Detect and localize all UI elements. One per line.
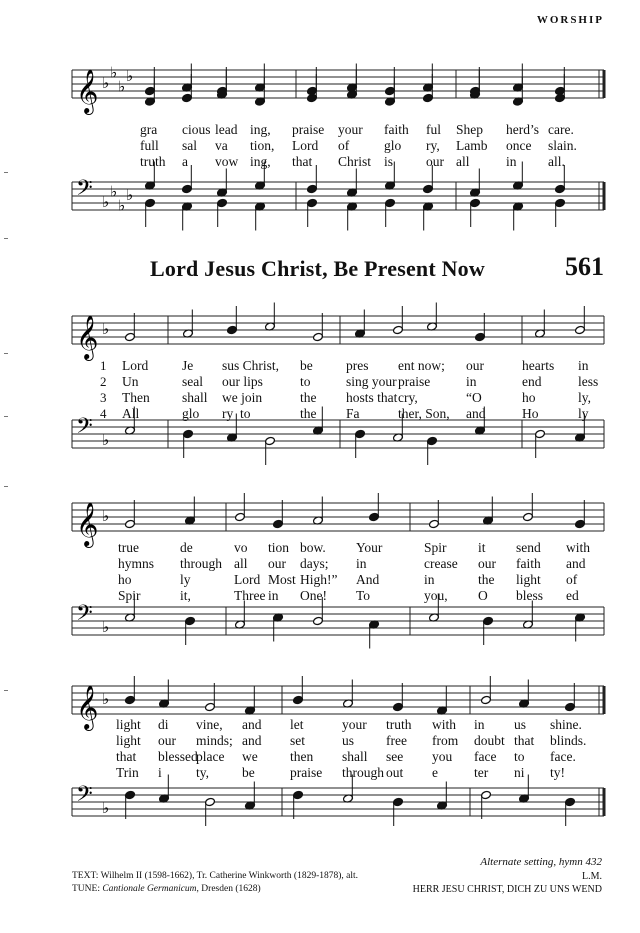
treble-clef-icon: 𝄞 bbox=[76, 685, 99, 729]
lyric-syllable: of bbox=[566, 572, 578, 587]
lyric-syllable: Lord bbox=[234, 572, 261, 587]
lyric-syllable: ther, Son, bbox=[398, 406, 450, 421]
lyric-syllable: be bbox=[300, 358, 313, 373]
lyric-syllable: light bbox=[116, 717, 141, 732]
lyric-syllable: in bbox=[356, 556, 367, 571]
flat-icon: ♭ bbox=[102, 193, 110, 211]
lyric-syllable: tion, bbox=[250, 138, 275, 153]
lyric-syllable: ed bbox=[566, 588, 579, 603]
lyric-syllable: cry, bbox=[398, 390, 418, 405]
lyric-syllable: we bbox=[242, 749, 258, 764]
flat-icon: ♭ bbox=[102, 690, 110, 708]
lyric-syllable: our lips bbox=[222, 374, 263, 389]
margin-mark bbox=[4, 353, 8, 354]
lyric-line bbox=[0, 122, 620, 138]
lyric-line bbox=[0, 717, 620, 733]
lyric-syllable: va bbox=[215, 138, 228, 153]
lyric-syllable: Three bbox=[234, 588, 266, 603]
lyric-syllable: all bbox=[456, 154, 470, 169]
lyric-syllable: slain. bbox=[548, 138, 577, 153]
lyric-syllable: our bbox=[268, 556, 286, 571]
lyric-syllable: full bbox=[140, 138, 159, 153]
lyric-syllable: place bbox=[196, 749, 225, 764]
lyric-syllable: your bbox=[342, 717, 367, 732]
tune-credit-rest: , Dresden (1628) bbox=[196, 884, 261, 894]
lyric-syllable: ful bbox=[426, 122, 441, 137]
lyric-syllable: free bbox=[386, 733, 407, 748]
lyric-syllable: that bbox=[292, 154, 313, 169]
lyric-syllable: ly bbox=[578, 406, 589, 421]
flat-icon: ♭ bbox=[126, 67, 134, 85]
lyric-syllable: Spir bbox=[118, 588, 141, 603]
lyric-syllable: in bbox=[268, 588, 279, 603]
text-credit bbox=[72, 871, 358, 881]
lyric-syllable: face. bbox=[550, 749, 576, 764]
lyric-syllable: Shep bbox=[456, 122, 483, 137]
lyric-syllable: it bbox=[478, 540, 486, 555]
alternate-setting-note: Alternate setting, hymn 432 bbox=[480, 856, 602, 868]
treble-clef-icon: 𝄞 bbox=[76, 69, 99, 113]
lyric-syllable: once bbox=[506, 138, 532, 153]
lyric-syllable: your bbox=[338, 122, 363, 137]
lyric-line bbox=[0, 749, 620, 765]
prev-treble-staff bbox=[0, 50, 640, 130]
lyric-line bbox=[0, 556, 620, 572]
lyric-line bbox=[0, 358, 620, 374]
lyric-syllable: to bbox=[514, 749, 525, 764]
lyric-syllable: blessed bbox=[158, 749, 198, 764]
lyric-syllable: see bbox=[386, 749, 404, 764]
lyric-syllable: ent now; bbox=[398, 358, 445, 373]
lyric-syllable: in bbox=[474, 717, 485, 732]
lyric-syllable: and bbox=[242, 733, 262, 748]
lyric-syllable: Un bbox=[122, 374, 139, 389]
lyric-syllable: that bbox=[514, 733, 535, 748]
lyric-syllable: shine. bbox=[550, 717, 582, 732]
lyric-syllable: faith bbox=[516, 556, 541, 571]
lyric-syllable: it, bbox=[180, 588, 191, 603]
lyric-syllable: ly, bbox=[578, 390, 591, 405]
lyric-syllable: with bbox=[566, 540, 591, 555]
lyric-line bbox=[0, 390, 620, 406]
lyric-syllable: pres bbox=[346, 358, 369, 373]
lyric-syllable: and bbox=[466, 406, 486, 421]
flat-icon: ♭ bbox=[126, 186, 134, 204]
lyric-syllable: set bbox=[290, 733, 305, 748]
hymn-number: 561 bbox=[565, 252, 604, 281]
lyric-syllable: our bbox=[466, 358, 484, 373]
lyric-syllable: be bbox=[242, 765, 255, 780]
lyric-syllable: is bbox=[384, 154, 394, 169]
lyric-syllable: de bbox=[180, 540, 193, 555]
lyric-syllable: tion bbox=[268, 540, 290, 555]
lyric-syllable: ry to bbox=[222, 406, 251, 421]
lyric-line bbox=[0, 540, 620, 556]
lyric-syllable: us bbox=[514, 717, 527, 732]
lyric-syllable: all. bbox=[548, 154, 565, 169]
lyric-syllable: our bbox=[478, 556, 496, 571]
lyric-syllable: vow bbox=[215, 154, 239, 169]
lyric-syllable: out bbox=[386, 765, 404, 780]
lyric-line bbox=[0, 154, 620, 170]
lyric-syllable: let bbox=[290, 717, 304, 732]
text-credit-value: Wilhelm II (1598-1662), Tr. Catherine Winkworth (1829-1878), alt. bbox=[100, 871, 359, 881]
treble-clef-icon: 𝄞 bbox=[76, 315, 99, 359]
lyric-syllable: truth bbox=[140, 154, 166, 169]
lyric-syllable: High!” bbox=[300, 572, 338, 587]
lyric-syllable: and bbox=[566, 556, 586, 571]
flat-icon: ♭ bbox=[118, 196, 126, 215]
prev-bass-staff bbox=[0, 172, 640, 252]
lyric-syllable: herd’s bbox=[506, 122, 539, 137]
lyric-syllable: i bbox=[158, 765, 162, 780]
flat-icon: ♭ bbox=[102, 431, 110, 449]
lyric-syllable: sing your bbox=[346, 374, 397, 389]
lyric-syllable: ing, bbox=[250, 122, 271, 137]
verse-number: 4 bbox=[100, 406, 107, 421]
lyric-syllable: you bbox=[432, 749, 453, 764]
lyric-syllable: ni bbox=[514, 765, 525, 780]
lyric-syllable: the bbox=[478, 572, 495, 587]
lyric-syllable: cious bbox=[182, 122, 211, 137]
lyric-syllable: in bbox=[506, 154, 517, 169]
flat-icon: ♭ bbox=[102, 618, 110, 636]
lyric-syllable: e bbox=[432, 765, 438, 780]
lyric-syllable: hearts bbox=[522, 358, 555, 373]
lyric-syllable: crease bbox=[424, 556, 458, 571]
lyric-syllable: care. bbox=[548, 122, 574, 137]
lyric-syllable: ho bbox=[118, 572, 132, 587]
lyric-syllable: us bbox=[342, 733, 355, 748]
lyric-line bbox=[0, 138, 620, 154]
lyric-syllable: One! bbox=[300, 588, 327, 603]
system-3-bass-staff bbox=[0, 778, 640, 838]
lyric-syllable: vo bbox=[234, 540, 248, 555]
lyric-syllable: glo bbox=[384, 138, 402, 153]
tune-title: HERR JESU CHRIST, DICH ZU UNS WEND bbox=[412, 884, 602, 895]
lyric-syllable: seal bbox=[182, 374, 203, 389]
lyric-syllable: and bbox=[242, 717, 262, 732]
verse-number: 3 bbox=[100, 390, 107, 405]
tune-credit bbox=[72, 884, 261, 894]
system-2-bass-staff bbox=[0, 597, 640, 657]
lyric-syllable: days; bbox=[300, 556, 329, 571]
lyric-syllable: our bbox=[426, 154, 444, 169]
margin-mark bbox=[4, 416, 8, 417]
lyric-syllable: ho bbox=[522, 390, 536, 405]
bass-clef-icon: 𝄢 bbox=[76, 601, 93, 631]
lyric-syllable: praise bbox=[398, 374, 431, 389]
lyric-syllable: ry, bbox=[426, 138, 440, 153]
lyric-syllable: all bbox=[234, 556, 248, 571]
lyric-syllable: Fa bbox=[346, 406, 360, 421]
lyric-syllable: to bbox=[300, 374, 311, 389]
lyric-syllable: praise bbox=[292, 122, 325, 137]
lyric-syllable: from bbox=[432, 733, 459, 748]
tune-credit-name: Cantionale Germanicum bbox=[102, 884, 197, 894]
margin-mark bbox=[4, 172, 8, 173]
lyric-syllable: gra bbox=[140, 122, 158, 137]
lyric-syllable: Spir bbox=[424, 540, 447, 555]
lyric-syllable: faith bbox=[384, 122, 409, 137]
lyric-syllable: Lord bbox=[292, 138, 319, 153]
lyric-syllable: a bbox=[182, 154, 188, 169]
system-1-bass-staff bbox=[0, 410, 640, 470]
lyric-syllable: through bbox=[342, 765, 384, 780]
treble-clef-icon: 𝄞 bbox=[76, 502, 99, 546]
lyric-line bbox=[0, 374, 620, 390]
flat-icon: ♭ bbox=[102, 74, 110, 92]
verse-number: 2 bbox=[100, 374, 107, 389]
lyric-syllable: light bbox=[116, 733, 141, 748]
system-1-treble-staff bbox=[0, 300, 640, 360]
lyric-syllable: the bbox=[300, 406, 317, 421]
lyric-syllable: O bbox=[478, 588, 488, 603]
lyric-syllable: glo bbox=[182, 406, 200, 421]
lyric-syllable: Christ bbox=[338, 154, 372, 169]
lyric-syllable: praise bbox=[290, 765, 323, 780]
bass-clef-icon: 𝄢 bbox=[76, 782, 93, 812]
lyric-syllable: blinds. bbox=[550, 733, 587, 748]
lyric-syllable: ter bbox=[474, 765, 489, 780]
system-2-treble-staff bbox=[0, 487, 640, 547]
lyric-syllable: less bbox=[578, 374, 599, 389]
lyric-syllable: sus Christ, bbox=[222, 358, 280, 373]
lyric-syllable: bless bbox=[516, 588, 543, 603]
section-label: WORSHIP bbox=[536, 14, 604, 26]
flat-icon: ♭ bbox=[102, 507, 110, 525]
bass-clef-icon: 𝄢 bbox=[76, 414, 93, 444]
margin-mark bbox=[4, 486, 8, 487]
lyric-syllable: you, bbox=[424, 588, 448, 603]
lyric-syllable: ly bbox=[180, 572, 191, 587]
lyric-syllable: Ho bbox=[522, 406, 539, 421]
lyric-syllable: vine, bbox=[196, 717, 223, 732]
lyric-syllable: di bbox=[158, 717, 169, 732]
lyric-syllable: bow. bbox=[300, 540, 326, 555]
lyric-syllable: truth bbox=[386, 717, 412, 732]
flat-icon: ♭ bbox=[118, 77, 126, 96]
lyric-syllable: face bbox=[474, 749, 497, 764]
lyric-syllable: hosts that bbox=[346, 390, 398, 405]
flat-icon: ♭ bbox=[102, 799, 110, 817]
margin-mark bbox=[4, 238, 8, 239]
lyric-syllable: end bbox=[522, 374, 542, 389]
lyric-syllable: light bbox=[516, 572, 541, 587]
text-credit-label: TEXT: bbox=[72, 871, 99, 881]
lyric-syllable: sal bbox=[182, 138, 197, 153]
meter: L.M. bbox=[582, 871, 602, 882]
lyric-syllable: “O bbox=[466, 390, 482, 405]
lyric-syllable: Trin bbox=[116, 765, 139, 780]
lyric-syllable: To bbox=[356, 588, 371, 603]
lyric-syllable: Lamb bbox=[456, 138, 488, 153]
lyric-syllable: Most bbox=[268, 572, 296, 587]
lyric-syllable: then bbox=[290, 749, 314, 764]
lyric-syllable: Then bbox=[122, 390, 150, 405]
margin-mark bbox=[4, 690, 8, 691]
lyric-syllable: ty, bbox=[196, 765, 209, 780]
lyric-syllable: shall bbox=[342, 749, 368, 764]
tune-credit-label: TUNE: bbox=[72, 884, 100, 894]
lyric-syllable: shall bbox=[182, 390, 208, 405]
lyric-syllable: minds; bbox=[196, 733, 233, 748]
lyric-syllable: lead bbox=[215, 122, 238, 137]
lyric-syllable: our bbox=[158, 733, 176, 748]
lyric-syllable: in bbox=[466, 374, 477, 389]
lyric-syllable: And bbox=[356, 572, 380, 587]
hymn-title: Lord Jesus Christ, Be Present Now bbox=[150, 256, 485, 281]
lyric-syllable: Your bbox=[356, 540, 383, 555]
lyric-syllable: Lord bbox=[122, 358, 149, 373]
lyric-syllable: true bbox=[118, 540, 139, 555]
lyric-line bbox=[0, 733, 620, 749]
lyric-syllable: doubt bbox=[474, 733, 505, 748]
lyric-syllable: hymns bbox=[118, 556, 155, 571]
lyric-syllable: we join bbox=[222, 390, 263, 405]
lyric-syllable: of bbox=[338, 138, 350, 153]
lyric-syllable: through bbox=[180, 556, 222, 571]
flat-icon: ♭ bbox=[102, 320, 110, 338]
flat-icon: ♭ bbox=[110, 182, 118, 201]
lyric-syllable: ing, bbox=[250, 154, 271, 169]
lyric-syllable: in bbox=[578, 358, 589, 373]
flat-icon: ♭ bbox=[110, 63, 118, 82]
lyric-syllable: in bbox=[424, 572, 435, 587]
lyric-syllable: ty! bbox=[550, 765, 565, 780]
lyric-syllable: the bbox=[300, 390, 317, 405]
lyric-syllable: All bbox=[122, 406, 140, 421]
lyric-line bbox=[0, 572, 620, 588]
lyric-syllable: send bbox=[516, 540, 541, 555]
lyric-syllable: with bbox=[432, 717, 457, 732]
bass-clef-icon: 𝄢 bbox=[76, 176, 93, 206]
lyric-syllable: Je bbox=[182, 358, 194, 373]
lyric-syllable: that bbox=[116, 749, 137, 764]
verse-number: 1 bbox=[100, 358, 107, 373]
